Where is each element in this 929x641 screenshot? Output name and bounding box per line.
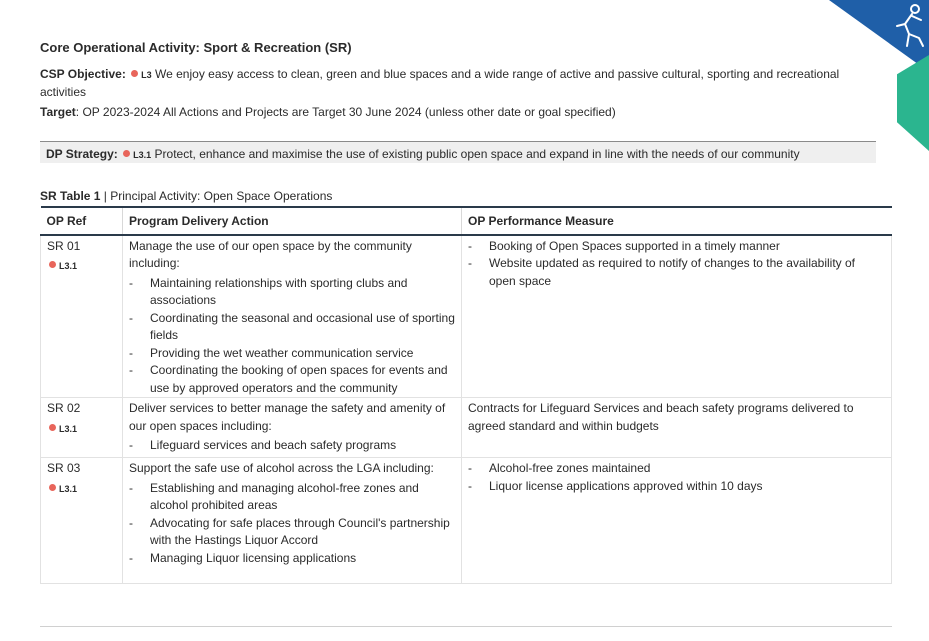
status-dot-icon	[49, 484, 56, 491]
list-item: - Liquor license applications approved within 10 days	[468, 478, 885, 496]
header-performance-measure: OP Performance Measure	[462, 207, 892, 235]
header-program-action: Program Delivery Action	[123, 207, 462, 235]
header-op-ref: OP Ref	[41, 207, 123, 235]
status-dot-icon	[131, 70, 138, 77]
action-text: Deliver services to better manage the safety and amenity of our open spaces including:	[129, 401, 446, 433]
target-line	[40, 104, 616, 121]
list-item: - Alcohol-free zones maintained	[468, 460, 885, 478]
ref-code-text: L3.1	[59, 483, 78, 494]
list-item: - Advocating for safe places through Council's partnership with the Hastings Liquor Accord	[129, 515, 455, 550]
measure-cell	[462, 398, 892, 458]
ref-cell	[41, 458, 123, 584]
table-header-row	[41, 207, 892, 235]
list-item: - Maintaining relationships with sporting clubs and associations	[129, 275, 455, 310]
page-title: Core Operational Activity: Sport & Recreation (SR)	[40, 40, 352, 55]
table-row	[41, 235, 892, 398]
action-cell	[123, 458, 462, 584]
target-text: : OP 2023-2024 All Actions and Projects are Target 30 June 2024 (unless other date or goal specified)	[75, 105, 616, 119]
dp-strategy-bar	[40, 141, 876, 163]
ref-cell	[41, 398, 123, 458]
objective-code: L3	[141, 70, 152, 80]
corner-decoration-green	[897, 55, 929, 151]
table-row	[41, 458, 892, 584]
action-list	[129, 437, 455, 455]
action-cell	[123, 235, 462, 398]
ref-code	[47, 480, 116, 499]
list-item: - Booking of Open Spaces supported in a timely manner	[468, 238, 885, 256]
ref-code-text: L3.1	[59, 423, 78, 434]
csp-objective	[40, 66, 870, 101]
ref-code-text: L3.1	[59, 261, 78, 271]
table-caption-text: Principal Activity: Open Space Operations	[110, 189, 333, 203]
strategy-text: Protect, enhance and maximise the use of existing public open space and expand in line with the needs of our community	[154, 147, 800, 161]
list-item: - Coordinating the booking of open spaces for events and use by approved operators and the community	[129, 362, 455, 397]
list-item: - Website updated as required to notify of changes to the availability of open space	[468, 255, 885, 290]
table-caption	[40, 189, 332, 203]
target-label: Target	[40, 105, 76, 119]
list-item: - Establishing and managing alcohol-free zones and alcohol prohibited areas	[129, 480, 455, 515]
table-caption-sep: |	[100, 189, 111, 203]
list-item: - Coordinating the seasonal and occasional use of sporting fields	[129, 310, 455, 345]
measure-cell	[462, 235, 892, 398]
measure-text: Contracts for Lifeguard Services and beach safety programs delivered to agreed standard and within budgets	[468, 401, 854, 433]
strategy-label: DP Strategy:	[46, 147, 118, 161]
runner-figure-icon	[879, 2, 925, 48]
operations-table	[40, 206, 892, 584]
action-list	[129, 480, 455, 568]
list-item: - Lifeguard services and beach safety programs	[129, 437, 455, 455]
objective-label: CSP Objective:	[40, 67, 126, 81]
action-list	[129, 275, 455, 398]
table-row	[41, 398, 892, 458]
measure-list	[468, 238, 885, 291]
action-cell	[123, 398, 462, 458]
op-ref: SR 02	[47, 401, 81, 415]
status-dot-icon	[49, 261, 56, 268]
action-text: Support the safe use of alcohol across the LGA including:	[129, 461, 434, 475]
footer-divider	[40, 626, 892, 627]
ref-code	[47, 257, 116, 276]
objective-text: We enjoy easy access to clean, green and blue spaces and a wide range of active and passive cultural, sporting and recreational activities	[40, 67, 840, 99]
op-ref: SR 01	[47, 238, 81, 253]
strategy-code: L3.1	[133, 150, 152, 160]
table-caption-id: SR Table 1	[40, 189, 101, 203]
status-dot-icon	[123, 150, 130, 157]
action-text: Manage the use of our open space by the community including:	[129, 238, 412, 270]
list-item: - Providing the wet weather communication service	[129, 345, 455, 363]
ref-code	[47, 420, 116, 439]
ref-cell	[41, 235, 123, 398]
op-ref: SR 03	[47, 461, 81, 475]
measure-list	[468, 460, 885, 495]
status-dot-icon	[49, 424, 56, 431]
list-item: - Managing Liquor licensing applications	[129, 550, 455, 568]
measure-cell	[462, 458, 892, 584]
